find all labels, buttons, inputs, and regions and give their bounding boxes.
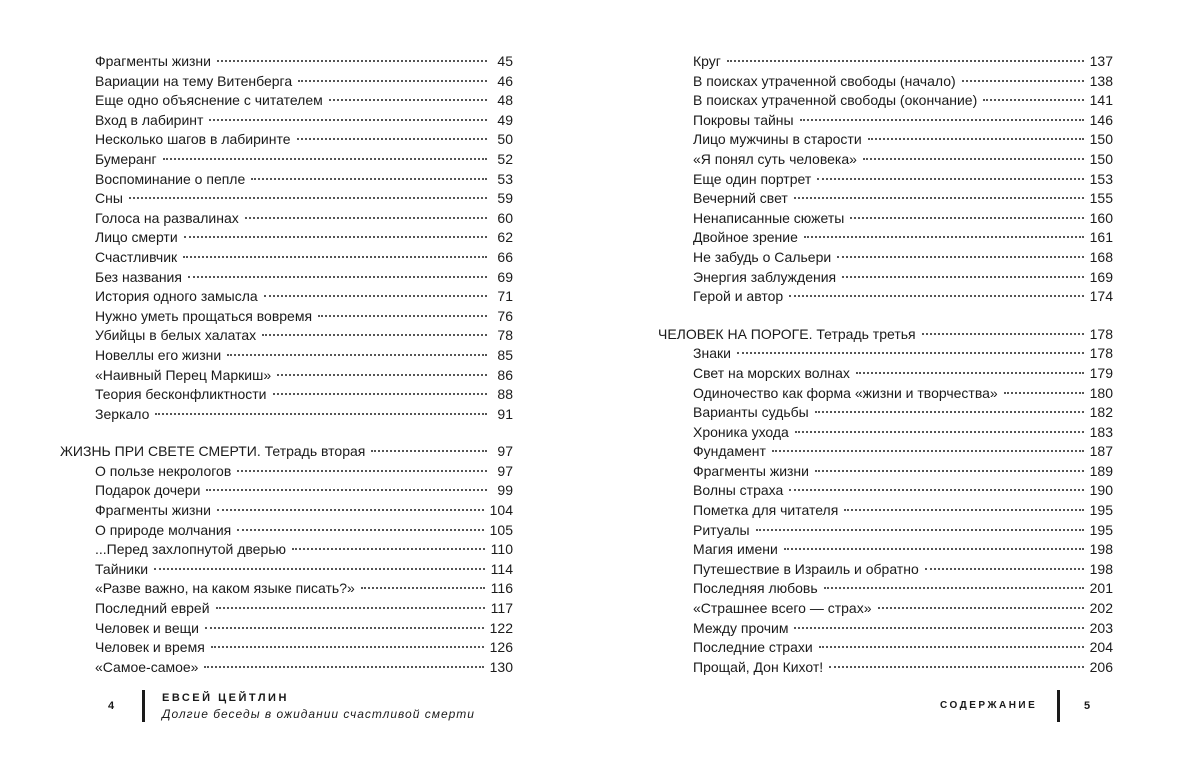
entry-title: Магия имени <box>693 541 778 558</box>
toc-entry <box>658 619 1113 639</box>
dot-leader <box>277 374 487 376</box>
entry-title: Убийцы в белых халатах <box>95 327 257 344</box>
entry-title: Еще один портрет <box>693 170 812 187</box>
dot-leader <box>155 413 487 415</box>
entry-page-number: 187 <box>1089 443 1113 460</box>
dot-leader <box>925 568 1084 570</box>
toc-entry <box>658 248 1113 268</box>
entry-title: Воспоминание о пепле <box>95 170 246 187</box>
dot-leader <box>237 470 487 472</box>
left-page-footer <box>60 690 520 726</box>
toc-entry <box>60 91 513 111</box>
entry-page-number: 46 <box>497 72 513 89</box>
entry-title: Последние страхи <box>693 639 813 656</box>
toc-entry <box>60 521 513 541</box>
toc-entry <box>60 560 513 580</box>
entry-title: «Я понял суть человека» <box>693 150 857 167</box>
entry-title: Волны страха <box>693 482 784 499</box>
entry-title: Путешествие в Израиль и обратно <box>693 560 919 577</box>
right-page-footer <box>900 690 1120 726</box>
dot-leader <box>292 548 485 550</box>
dot-leader <box>298 80 487 82</box>
toc-entry <box>658 638 1113 658</box>
toc-entry <box>658 384 1113 404</box>
toc-entry <box>658 521 1113 541</box>
toc-entry <box>658 560 1113 580</box>
toc-entry <box>60 385 513 405</box>
dot-leader <box>795 431 1084 433</box>
entry-title: Вход в лабиринт <box>95 111 204 128</box>
toc-entry <box>658 344 1113 364</box>
entry-title: Голоса на развалинах <box>95 209 239 226</box>
entry-title: Последний еврей <box>95 600 210 617</box>
entry-page-number: 86 <box>497 366 513 383</box>
entry-page-number: 117 <box>490 600 513 617</box>
toc-entry <box>658 599 1113 619</box>
dot-leader <box>844 509 1083 511</box>
entry-title: Тайники <box>95 560 149 577</box>
toc-entry <box>60 619 513 639</box>
entry-title: Человек и вещи <box>95 619 199 636</box>
entry-page-number: 178 <box>1089 325 1113 342</box>
dot-leader <box>756 529 1084 531</box>
dot-leader <box>842 276 1084 278</box>
entry-page-number: 60 <box>497 209 513 226</box>
dot-leader <box>829 666 1083 668</box>
running-head-book-title: Долгие беседы в ожидании счастливой смерти <box>162 707 475 721</box>
toc-entry <box>658 579 1113 599</box>
dot-leader <box>962 80 1084 82</box>
toc-section-heading <box>60 442 513 462</box>
section-title: ЧЕЛОВЕК НА ПОРОГЕ. Тетрадь третья <box>658 325 916 342</box>
entry-page-number: 150 <box>1089 131 1113 148</box>
entry-title: Энергия заблуждения <box>693 268 837 285</box>
entry-title: «Страшнее всего — страх» <box>693 600 872 617</box>
dot-leader <box>983 99 1083 101</box>
toc-entry <box>658 111 1113 131</box>
entry-title: Лицо мужчины в старости <box>693 131 862 148</box>
toc-entry <box>60 481 513 501</box>
dot-leader <box>297 138 487 140</box>
left-page-number: 4 <box>108 700 115 712</box>
toc-entry <box>658 658 1113 678</box>
toc-entry <box>60 366 513 386</box>
toc-entry <box>658 462 1113 482</box>
dot-leader <box>273 393 487 395</box>
dot-leader <box>1004 392 1084 394</box>
dot-leader <box>251 178 487 180</box>
entry-title: Несколько шагов в лабиринте <box>95 131 291 148</box>
entry-title: Счастливчик <box>95 248 178 265</box>
toc-entry <box>60 326 513 346</box>
entry-page-number: 198 <box>1089 541 1113 558</box>
entry-title: О пользе некрологов <box>95 462 232 479</box>
entry-page-number: 88 <box>497 386 513 403</box>
entry-title: Не забудь о Сальери <box>693 248 832 265</box>
entry-page-number: 76 <box>497 307 513 324</box>
entry-page-number: 203 <box>1089 619 1113 636</box>
entry-page-number: 69 <box>497 268 513 285</box>
dot-leader <box>154 568 485 570</box>
dot-leader <box>804 236 1084 238</box>
entry-title: Хроника ухода <box>693 423 789 440</box>
dot-leader <box>772 450 1084 452</box>
entry-title: Двойное зрение <box>693 229 798 246</box>
entry-page-number: 104 <box>489 502 513 519</box>
entry-page-number: 178 <box>1089 345 1113 362</box>
entry-page-number: 168 <box>1089 248 1113 265</box>
entry-page-number: 150 <box>1089 150 1113 167</box>
entry-page-number: 169 <box>1089 268 1113 285</box>
entry-title: Фрагменты жизни <box>95 502 211 519</box>
entry-title: Вечерний свет <box>693 190 788 207</box>
toc-entry <box>658 403 1113 423</box>
entry-page-number: 146 <box>1089 111 1113 128</box>
toc-entry <box>60 130 513 150</box>
toc-entry <box>60 52 513 72</box>
entry-page-number: 53 <box>497 170 513 187</box>
entry-page-number: 153 <box>1089 170 1113 187</box>
entry-page-number: 116 <box>490 580 513 597</box>
entry-title: Лицо смерти <box>95 229 178 246</box>
dot-leader <box>206 489 487 491</box>
entry-title: ...Перед захлопнутой дверью <box>95 541 287 558</box>
dot-leader <box>815 470 1084 472</box>
entry-title: Вариации на тему Витенберга <box>95 72 293 89</box>
dot-leader <box>837 256 1083 258</box>
entry-title: Круг <box>693 53 721 69</box>
dot-leader <box>815 411 1084 413</box>
dot-leader <box>217 509 484 511</box>
entry-title: Зеркало <box>95 405 150 422</box>
entry-page-number: 97 <box>497 443 513 460</box>
entry-title: «Самое-самое» <box>95 658 199 675</box>
entry-page-number: 204 <box>1089 639 1113 656</box>
toc-entry <box>658 150 1113 170</box>
dot-leader <box>800 119 1084 121</box>
entry-page-number: 179 <box>1089 364 1113 381</box>
toc-entry <box>60 287 513 307</box>
dot-leader <box>878 607 1084 609</box>
entry-title: Прощай, Дон Кихот! <box>693 658 824 675</box>
entry-title: О природе молчания <box>95 521 232 538</box>
entry-page-number: 97 <box>497 462 513 479</box>
entry-page-number: 122 <box>489 619 513 636</box>
entry-title: Пометка для читателя <box>693 502 839 519</box>
left-page-toc <box>60 52 513 677</box>
right-page-number: 5 <box>1084 700 1091 712</box>
right-footer-rule <box>1057 690 1060 722</box>
toc-entry <box>60 462 513 482</box>
entry-title: Новеллы его жизни <box>95 346 222 363</box>
entry-title: Последняя любовь <box>693 580 818 597</box>
toc-entry <box>60 501 513 521</box>
toc-entry <box>60 248 513 268</box>
entry-page-number: 91 <box>497 405 513 422</box>
toc-entry <box>658 501 1113 521</box>
dot-leader <box>856 372 1084 374</box>
entry-page-number: 59 <box>497 190 513 207</box>
entry-page-number: 182 <box>1089 404 1113 421</box>
dot-leader <box>163 158 487 160</box>
toc-entry <box>60 150 513 170</box>
dot-leader <box>245 217 487 219</box>
entry-page-number: 71 <box>497 288 513 305</box>
toc-entry <box>60 228 513 248</box>
dot-leader <box>794 197 1084 199</box>
dot-leader <box>794 627 1083 629</box>
toc-entry <box>658 540 1113 560</box>
entry-title: В поисках утраченной свободы (окончание) <box>693 92 978 109</box>
dot-leader <box>789 295 1083 297</box>
entry-page-number: 174 <box>1089 288 1113 305</box>
entry-page-number: 85 <box>497 346 513 363</box>
dot-leader <box>922 333 1084 335</box>
entry-title: Покровы тайны <box>693 111 794 128</box>
entry-page-number: 78 <box>497 327 513 344</box>
entry-page-number: 183 <box>1089 423 1113 440</box>
toc-entry <box>60 579 513 599</box>
toc-entry <box>658 130 1113 150</box>
dot-leader <box>262 334 487 336</box>
dot-leader <box>784 548 1084 550</box>
toc-entry <box>60 658 513 678</box>
toc-entry <box>60 111 513 131</box>
dot-leader <box>727 60 1084 62</box>
toc-entry <box>60 346 513 366</box>
entry-title: Варианты судьбы <box>693 404 809 421</box>
entry-title: Ритуалы <box>693 521 750 538</box>
entry-page-number: 45 <box>497 53 513 69</box>
toc-entry <box>60 405 513 425</box>
toc-entry <box>60 540 513 560</box>
toc-entry <box>658 170 1113 190</box>
entry-page-number: 49 <box>497 111 513 128</box>
toc-entry <box>60 268 513 288</box>
entry-page-number: 180 <box>1089 384 1113 401</box>
toc-entry <box>658 72 1113 92</box>
entry-page-number: 126 <box>489 639 513 656</box>
entry-title: Нужно уметь прощаться вовремя <box>95 307 313 324</box>
toc-entry <box>60 209 513 229</box>
toc-section-heading <box>658 325 1113 345</box>
dot-leader <box>237 529 483 531</box>
toc-entry <box>60 72 513 92</box>
toc-entry <box>658 442 1113 462</box>
entry-page-number: 105 <box>489 521 513 538</box>
toc-entry <box>658 481 1113 501</box>
dot-leader <box>824 587 1084 589</box>
entry-title: Фрагменты жизни <box>693 462 809 479</box>
running-head-contents: СОДЕРЖАНИЕ <box>940 700 1038 711</box>
dot-leader <box>817 178 1083 180</box>
entry-title: Свет на морских волнах <box>693 364 850 381</box>
dot-leader <box>361 587 485 589</box>
entry-page-number: 195 <box>1089 521 1113 538</box>
entry-page-number: 190 <box>1089 482 1113 499</box>
dot-leader <box>329 99 487 101</box>
toc-entry <box>60 638 513 658</box>
entry-title: Еще одно объяснение с читателем <box>95 92 323 109</box>
entry-page-number: 141 <box>1089 92 1113 109</box>
entry-page-number: 130 <box>489 658 513 675</box>
entry-title: Ненаписанные сюжеты <box>693 209 845 226</box>
toc-entry <box>658 209 1113 229</box>
toc-entry <box>658 287 1113 307</box>
running-head-author: ЕВСЕЙ ЦЕЙТЛИН <box>162 692 289 704</box>
toc-entry <box>658 268 1113 288</box>
toc-entry <box>60 170 513 190</box>
entry-title: Герой и автор <box>693 288 784 305</box>
right-page-toc <box>658 52 1113 677</box>
entry-page-number: 160 <box>1089 209 1113 226</box>
toc-entry <box>658 91 1113 111</box>
dot-leader <box>789 489 1083 491</box>
entry-page-number: 195 <box>1089 502 1113 519</box>
entry-title: Подарок дочери <box>95 482 201 499</box>
entry-page-number: 189 <box>1089 462 1113 479</box>
toc-entry <box>658 52 1113 72</box>
entry-page-number: 62 <box>497 229 513 246</box>
entry-page-number: 110 <box>490 541 513 558</box>
dot-leader <box>183 256 487 258</box>
entry-page-number: 206 <box>1089 658 1113 675</box>
entry-title: Знаки <box>693 345 731 362</box>
entry-title: Между прочим <box>693 619 789 636</box>
entry-title: «Разве важно, на каком языке писать?» <box>95 580 355 597</box>
entry-page-number: 114 <box>490 560 513 577</box>
entry-page-number: 138 <box>1089 72 1113 89</box>
entry-page-number: 161 <box>1089 229 1113 246</box>
toc-entry <box>60 307 513 327</box>
toc-entry <box>60 189 513 209</box>
toc-entry <box>658 228 1113 248</box>
dot-leader <box>868 138 1084 140</box>
dot-leader <box>371 450 487 452</box>
entry-page-number: 66 <box>497 248 513 265</box>
dot-leader <box>129 197 487 199</box>
entry-page-number: 198 <box>1089 560 1113 577</box>
entry-title: Фундамент <box>693 443 766 460</box>
section-gap <box>658 307 1113 325</box>
entry-title: Одиночество как форма «жизни и творчества» <box>693 384 998 401</box>
entry-page-number: 201 <box>1089 580 1113 597</box>
dot-leader <box>819 646 1084 648</box>
dot-leader <box>188 276 487 278</box>
entry-page-number: 137 <box>1089 53 1113 69</box>
dot-leader <box>211 646 484 648</box>
dot-leader <box>216 607 485 609</box>
toc-entry <box>60 599 513 619</box>
left-footer-rule <box>142 690 145 722</box>
dot-leader <box>264 295 487 297</box>
entry-title: Бумеранг <box>95 150 157 167</box>
dot-leader <box>863 158 1084 160</box>
entry-page-number: 52 <box>497 150 513 167</box>
dot-leader <box>209 119 487 121</box>
dot-leader <box>204 666 483 668</box>
entry-page-number: 202 <box>1089 600 1113 617</box>
toc-entry <box>658 423 1113 443</box>
entry-page-number: 99 <box>497 482 513 499</box>
entry-title: Сны <box>95 190 123 207</box>
entry-title: История одного замысла <box>95 288 258 305</box>
dot-leader <box>217 60 487 62</box>
dot-leader <box>184 236 487 238</box>
entry-title: Человек и время <box>95 639 205 656</box>
dot-leader <box>318 315 487 317</box>
dot-leader <box>227 354 487 356</box>
section-gap <box>60 424 513 442</box>
dot-leader <box>205 627 484 629</box>
toc-entry <box>658 189 1113 209</box>
entry-title: Теория бесконфликтности <box>95 386 267 403</box>
entry-page-number: 155 <box>1089 190 1113 207</box>
dot-leader <box>850 217 1083 219</box>
entry-title: Фрагменты жизни <box>95 53 211 69</box>
entry-page-number: 50 <box>497 131 513 148</box>
entry-title: Без названия <box>95 268 182 285</box>
toc-entry <box>658 364 1113 384</box>
entry-page-number: 48 <box>497 92 513 109</box>
entry-title: «Наивный Перец Маркиш» <box>95 366 272 383</box>
entry-title: В поисках утраченной свободы (начало) <box>693 72 956 89</box>
section-title: ЖИЗНЬ ПРИ СВЕТЕ СМЕРТИ. Тетрадь вторая <box>60 443 366 460</box>
dot-leader <box>737 352 1084 354</box>
